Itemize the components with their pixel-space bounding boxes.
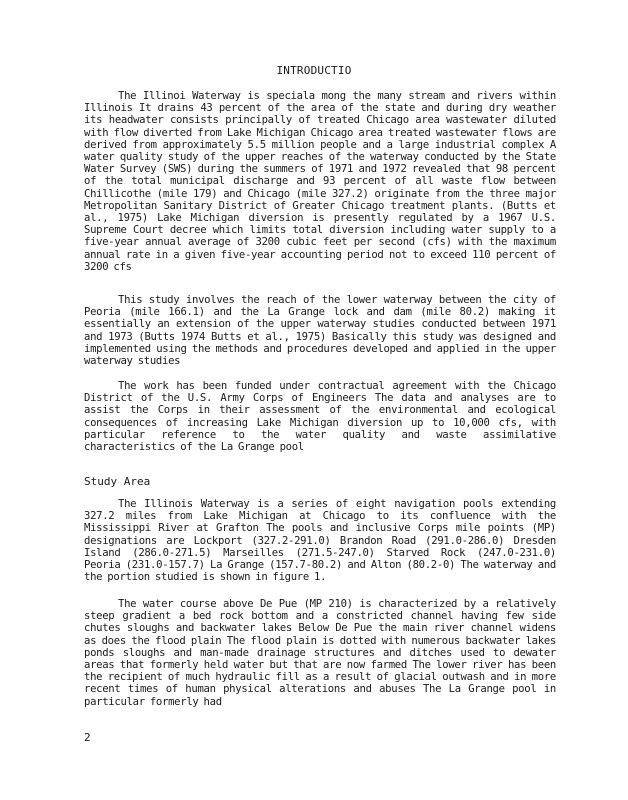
page-title: INTRODUCTIO bbox=[276, 64, 352, 77]
intro-paragraph-2: This study involves the reach of the lower waterway between the city of Peoria (mile 166.1) and the La Grange lock and dam (mile 80.2) making it essentially an extension of the upper waterway studies conducted between 1971 and 1973 (Butts 1974 Butts et al., 1975) Basically this study was designed and implemented using the methods and procedures developed and applied in the upper waterway studies bbox=[84, 294, 556, 368]
intro-paragraph-1: The Illinoi Waterway is speciala mong the many stream and rivers within Illinois It drains 43 percent of the area of the state and during dry weather its headwater consists principally of treated Chicago area wastewater diluted with flow diverted from Lake Michigan Chicago area treated wastewater flows are derived from approximately 5.5 million people and a large industrial complex A water quality study of the upper reaches of the waterway conducted by the State Water Survey (SWS) during the summers of 1971 and 1972 revealed that 98 percent of the total municipal discharge and 93 percent of all waste flow between Chillicothe (mile 179) and Chicago (mile 327.2) originate from the three major Metropolitan Sanitary District of Greater Chicago treatment plants. (Butts et al., 1975) Lake Michigan diversion is presently regulated by a 1967 U.S. Supreme Court decree which limits total diversion including water supply to a five-year annual average of 3200 cubic feet per second (cfs) with the maximum annual rate in a given five-year accounting period not to exceed 110 percent of 3200 cfs bbox=[84, 90, 556, 273]
study-area-paragraph-2: The water course above De Pue (MP 210) is characterized by a relatively steep gradient a bed rock bottom and a constricted channel having few side chutes sloughs and backwater lakes Below De Pue the main river channel widens as does the flood plain The flood plain is dotted with numerous backwater lakes ponds sloughs and man-made drainage structures and ditches used to dewater areas that formerly held water but that are now farmed The lower river has been the recipient of much hydraulic fill as a result of glacial outwash and in more recent times of human physical alterations and abuses The La Grange pool in particular formerly had bbox=[84, 598, 556, 708]
section-heading: Study Area bbox=[84, 475, 151, 488]
page-number: 2 bbox=[84, 731, 91, 744]
study-area-paragraph-1: The Illinois Waterway is a series of eight navigation pools extending 327.2 miles from Lake Michigan at Chicago to its confluence with the Mississippi River at Grafton The pools and inclusive Corps mile points (MP) designations are Lockport (327.2-291.0) Brandon Road (291.0-286.0) Dresden Island (286.0-271.5) Marseilles (271.5-247.0) Starved Rock (247.0-231.0) Peoria (231.0-157.7) La Grange (157.7-80.2) and Alton (80.2-0) The waterway and the portion studied is shown in figure 1. bbox=[84, 498, 556, 584]
intro-paragraph-3: The work has been funded under contractual agreement with the Chicago District of the U.S. Army Corps of Engineers The data and analyses are to assist the Corps in their assessment of the environmental and ecological consequences of increasing Lake Michigan diversion up to 10,000 cfs, with particular reference to the water quality and waste assimilative characteristics of the La Grange pool bbox=[84, 380, 556, 454]
